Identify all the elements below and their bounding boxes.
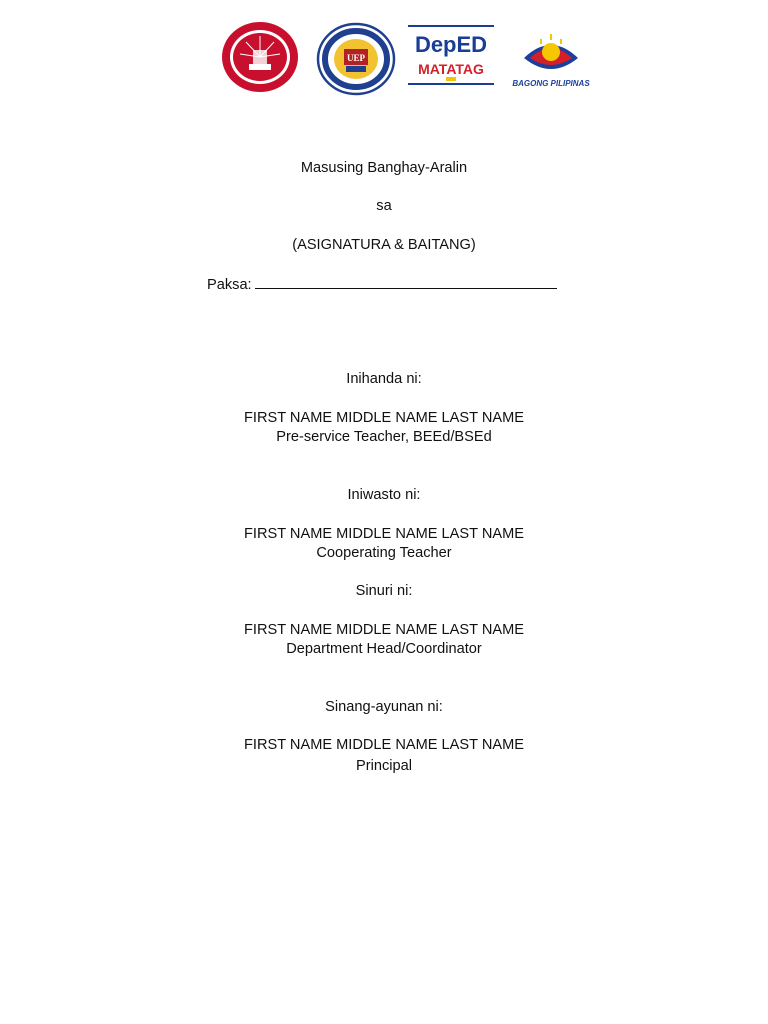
reviewed-by-role: Department Head/Coordinator [286,641,482,657]
prepared-by-role: Pre-service Teacher, BEEd/BSEd [276,429,492,445]
svg-text:BAGONG PILIPINAS: BAGONG PILIPINAS [512,79,590,88]
topic-field [207,274,557,294]
checked-by-role: Cooperating Teacher [316,545,452,561]
topic-blank-line [255,274,557,289]
reviewed-by-name: FIRST NAME MIDDLE NAME LAST NAME [243,622,525,638]
reviewed-by-label: Sinuri ni: [355,583,413,599]
logo-row [0,18,768,98]
cte-seal-logo [316,22,396,96]
document-subject: (ASIGNATURA & BAITANG) [292,237,476,253]
approved-by-label: Sinang-ayunan ni: [325,699,443,715]
deped-matatag-logo [406,24,496,88]
document-connector: sa [376,198,392,214]
topic-label: Paksa: [207,277,252,293]
uep-seal-logo [220,20,300,94]
bagong-pilipinas-logo [506,22,596,90]
svg-text:MATATAG: MATATAG [418,61,484,77]
svg-text:UEP: UEP [347,53,365,63]
prepared-by-label: Inihanda ni: [346,371,422,387]
document-title: Masusing Banghay-Aralin [300,160,468,176]
checked-by-label: Iniwasto ni: [347,487,421,503]
checked-by-name: FIRST NAME MIDDLE NAME LAST NAME [243,526,525,542]
approved-by-role: Principal [356,758,412,774]
approved-by-name: FIRST NAME MIDDLE NAME LAST NAME [243,737,525,753]
prepared-by-name: FIRST NAME MIDDLE NAME LAST NAME [243,410,525,426]
svg-text:DepED: DepED [414,32,488,57]
